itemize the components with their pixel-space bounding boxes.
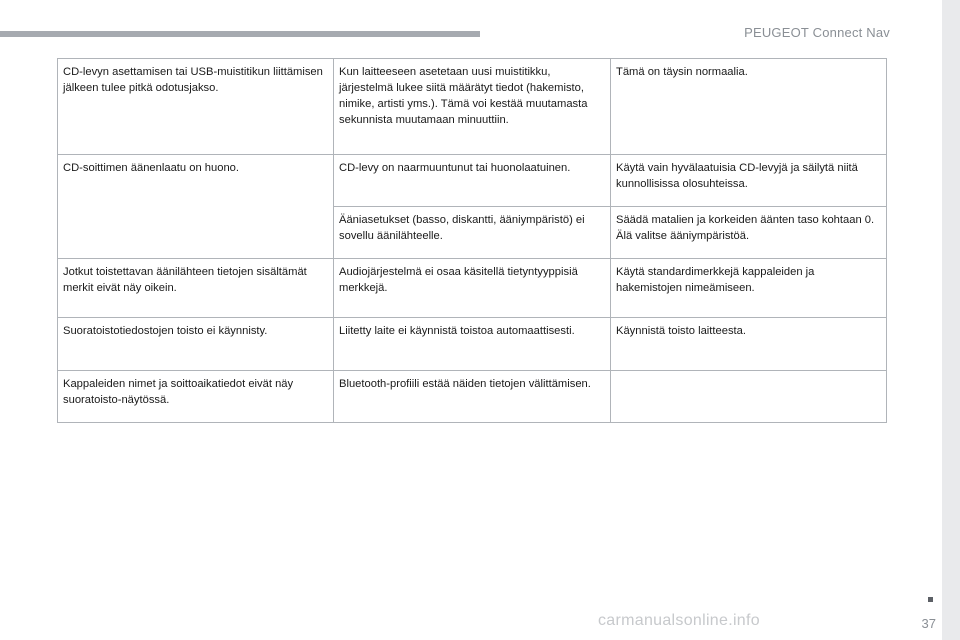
question-cell: Kappaleiden nimet ja soittoaikatiedot eivät näy suoratoisto-näytössä. <box>58 371 334 423</box>
cause-cell: Bluetooth-profiili estää näiden tietojen välittämisen. <box>334 371 611 423</box>
solution-cell <box>611 371 887 423</box>
table-row <box>58 318 887 371</box>
table-row <box>58 59 887 155</box>
cause-cell: Audiojärjestelmä ei osaa käsitellä tietyntyyppisiä merkkejä. <box>334 259 611 318</box>
solution-cell: Tämä on täysin normaalia. <box>611 59 887 155</box>
question-cell: Suoratoistotiedostojen toisto ei käynnisty. <box>58 318 334 371</box>
side-strip <box>942 0 960 640</box>
question-cell: CD-soittimen äänenlaatu on huono. <box>58 155 334 259</box>
header-rule <box>0 31 480 37</box>
table-row <box>58 155 887 207</box>
page-number: 37 <box>921 616 936 631</box>
table-row <box>58 259 887 318</box>
solution-cell: Käytä vain hyvälaatuisia CD-levyjä ja säilytä niitä kunnollisissa olosuhteissa. <box>611 155 887 207</box>
solution-cell: Käytä standardimerkkejä kappaleiden ja hakemistojen nimeämiseen. <box>611 259 887 318</box>
document-title: PEUGEOT Connect Nav <box>744 25 890 40</box>
question-cell: CD-levyn asettamisen tai USB-muistitikun liittämisen jälkeen tulee pitkä odotusjakso. <box>58 59 334 155</box>
page-marker <box>928 597 933 602</box>
troubleshooting-table <box>57 58 887 423</box>
cause-cell: Ääniasetukset (basso, diskantti, ääniympäristö) ei sovellu äänilähteelle. <box>334 207 611 259</box>
cause-cell: Kun laitteeseen asetetaan uusi muistitikku, järjestelmä lukee siitä määrätyt tiedot (hakemisto, nimike, artisti yms.). Tämä voi kestää muutamasta sekunnista muutamaan minuuttiin. <box>334 59 611 155</box>
question-cell: Jotkut toistettavan äänilähteen tietojen sisältämät merkit eivät näy oikein. <box>58 259 334 318</box>
cause-cell: CD-levy on naarmuuntunut tai huonolaatuinen. <box>334 155 611 207</box>
table-row <box>58 371 887 423</box>
solution-cell: Säädä matalien ja korkeiden äänten taso kohtaan 0. Älä valitse ääniympäristöä. <box>611 207 887 259</box>
solution-cell: Käynnistä toisto laitteesta. <box>611 318 887 371</box>
cause-cell: Liitetty laite ei käynnistä toistoa automaattisesti. <box>334 318 611 371</box>
watermark: carmanualsonline.info <box>598 612 760 629</box>
